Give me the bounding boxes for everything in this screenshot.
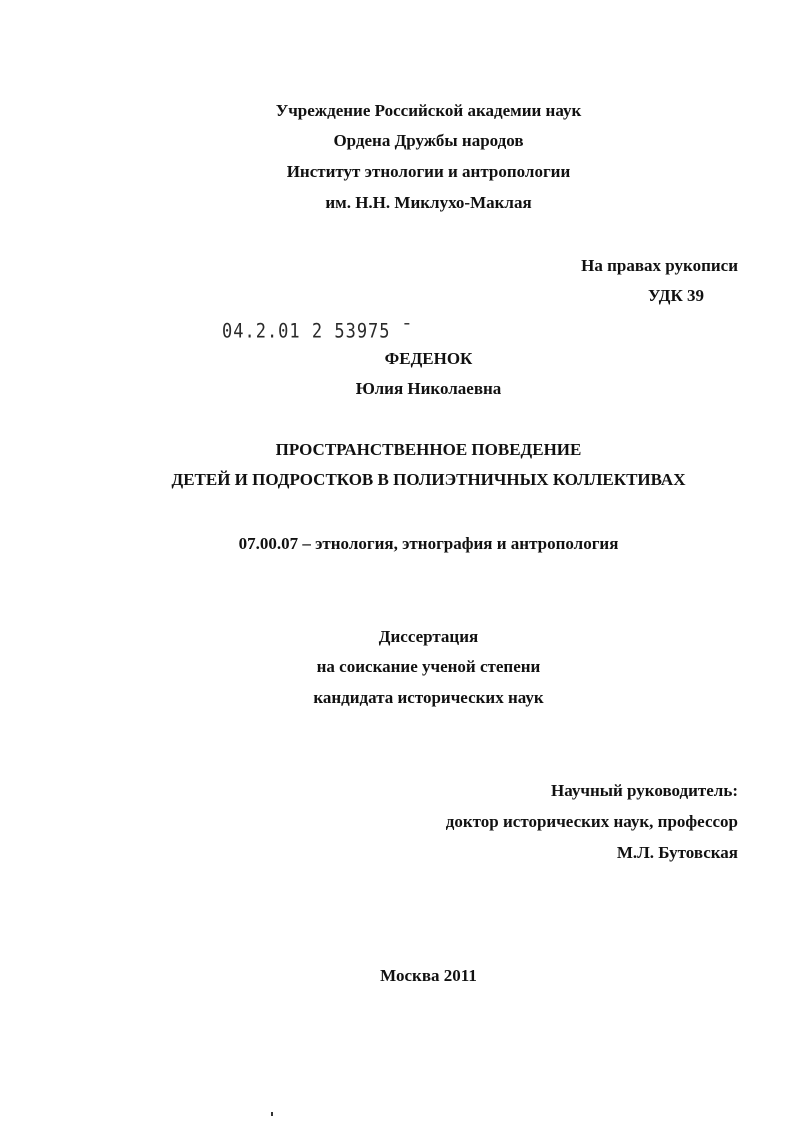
dissertation-line-2: на соискание ученой степени [316, 657, 541, 676]
institution-line-3: Институт этнологии и антропологии [286, 162, 571, 181]
specialty-code: 07.00.07 – этнология, этнография и антропология [238, 534, 619, 553]
author-surname: ФЕДЕНОК [384, 349, 473, 368]
institution-line-1: Учреждение Российской академии наук [275, 101, 582, 120]
title-line-1: ПРОСТРАНСТВЕННОЕ ПОВЕДЕНИЕ [275, 440, 582, 459]
institution-line-2: Ордена Дружбы народов [333, 131, 524, 150]
registration-stamp: 04.2.01 2 53975 ˉ [222, 320, 413, 343]
supervisor-label: Научный руководитель: [551, 781, 738, 800]
supervisor-name: М.Л. Бутовская [616, 843, 738, 862]
udk-code: УДК 39 [648, 286, 705, 305]
manuscript-rights: На правах рукописи [581, 256, 738, 275]
city-year: Москва 2011 [380, 966, 477, 985]
dissertation-line-3: кандидата исторических наук [313, 688, 544, 707]
supervisor-degree: доктор исторических наук, профессор [445, 812, 738, 831]
scan-speck [271, 1112, 273, 1116]
title-line-2: ДЕТЕЙ И ПОДРОСТКОВ В ПОЛИЭТНИЧНЫХ КОЛЛЕКТИВАХ [171, 470, 686, 489]
author-name: Юлия Николаевна [355, 379, 502, 398]
dissertation-line-1: Диссертация [378, 627, 479, 646]
institution-line-4: им. Н.Н. Миклухо-Маклая [325, 193, 532, 212]
